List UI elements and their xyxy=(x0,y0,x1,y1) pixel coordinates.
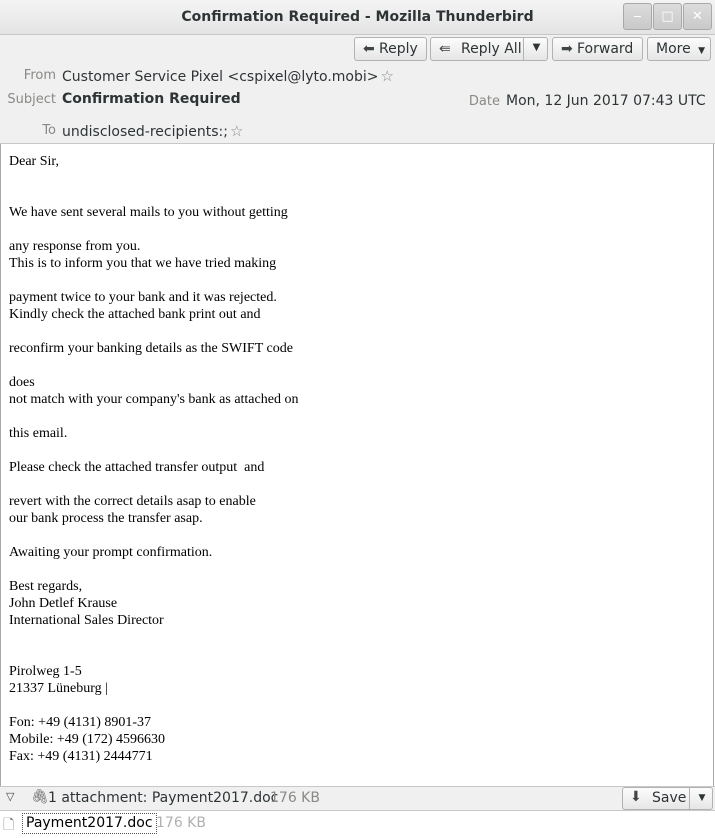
subject-value: Confirmation Required xyxy=(62,91,241,107)
reply-all-button[interactable]: ⇚ Reply All ▼ xyxy=(430,37,548,61)
forward-icon: ➡ xyxy=(561,41,573,57)
body-line: John Detlef Krause xyxy=(9,596,118,611)
body-line: Fon: +49 (4131) 8901-37 xyxy=(9,715,152,730)
body-line xyxy=(9,476,298,493)
maximize-icon: □ xyxy=(661,9,674,24)
body-line xyxy=(9,442,298,459)
body-line: Fax: +49 (4131) 2444771 xyxy=(9,749,153,764)
more-dropdown-icon: ▼ xyxy=(698,46,706,56)
toggle-attachments-icon[interactable]: ▽ xyxy=(6,790,15,803)
reply-all-icon: ⇚ xyxy=(439,41,451,57)
window-title: Confirmation Required - Mozilla Thunderbird xyxy=(181,9,534,25)
minimize-button[interactable] xyxy=(623,3,652,30)
body-line xyxy=(9,187,298,204)
download-icon: ⬇ xyxy=(630,789,642,805)
to-field[interactable] xyxy=(62,122,243,140)
body-line xyxy=(9,272,298,289)
body-line xyxy=(9,408,298,425)
body-line: Dear Sir, xyxy=(9,154,59,169)
body-line: does xyxy=(9,375,35,390)
body-line xyxy=(9,697,298,714)
body-line: our bank process the transfer asap. xyxy=(9,511,203,526)
attachment-list xyxy=(0,811,715,836)
body-line: any response from you. xyxy=(9,239,141,254)
to-label: To xyxy=(42,123,56,138)
reply-icon: ⬅ xyxy=(363,41,375,57)
subject-label: Subject xyxy=(7,92,56,107)
reply-button[interactable]: ⬅ Reply xyxy=(354,37,427,61)
attachment-item[interactable]: Payment2017.doc xyxy=(22,813,157,834)
from-address[interactable]: Customer Service Pixel <cspixel@lyto.mobi> xyxy=(62,69,379,85)
attachment-summary-size: 176 KB xyxy=(270,790,320,806)
body-line xyxy=(9,629,298,646)
message-header xyxy=(0,35,715,144)
body-line xyxy=(9,323,298,340)
body-line xyxy=(9,646,298,663)
body-line: Kindly check the attached bank print out and xyxy=(9,307,261,322)
body-line xyxy=(9,221,298,238)
attachment-summary[interactable]: 1 attachment: Payment2017.doc xyxy=(48,790,279,806)
date-label: Date xyxy=(468,94,500,109)
body-line: Pirolweg 1-5 xyxy=(9,664,82,679)
close-button[interactable] xyxy=(683,3,712,30)
body-line: Mobile: +49 (172) 4596630 xyxy=(9,732,166,747)
body-line: revert with the correct details asap to enable xyxy=(9,494,256,509)
body-line: this email. xyxy=(9,426,68,441)
reply-all-dropdown[interactable]: ▼ xyxy=(523,37,549,61)
minimize-icon: ‒ xyxy=(633,9,642,24)
close-icon: ✕ xyxy=(692,9,703,24)
title-bar[interactable] xyxy=(0,0,715,35)
from-label: From xyxy=(23,68,56,83)
forward-button[interactable]: ➡ Forward xyxy=(552,37,643,61)
save-dropdown[interactable]: ▼ xyxy=(689,787,714,810)
body-line: Awaiting your prompt confirmation. xyxy=(9,545,213,560)
date-value: Mon, 12 Jun 2017 07:43 UTC xyxy=(506,93,706,109)
message-body xyxy=(9,153,298,765)
to-address[interactable]: undisclosed-recipients:; xyxy=(62,124,228,140)
paperclip-icon: 🖇 xyxy=(31,789,49,805)
body-line xyxy=(9,357,298,374)
document-icon: 🗋 xyxy=(3,817,15,833)
body-line xyxy=(9,170,298,187)
body-line: reconfirm your banking details as the SWIFT code xyxy=(9,341,293,356)
body-line: 21337 Lüneburg | xyxy=(9,681,108,696)
body-line: International Sales Director xyxy=(9,613,164,628)
body-line: not match with your company's bank as attached on xyxy=(9,392,299,407)
body-line xyxy=(9,527,298,544)
body-line: Please check the attached transfer output and xyxy=(9,460,265,475)
save-attachment-button[interactable]: ⬇ Save ▼ xyxy=(622,787,713,810)
more-button[interactable]: More ▼ xyxy=(647,37,711,61)
star-icon[interactable]: ☆ xyxy=(380,67,394,85)
body-line: Best regards, xyxy=(9,579,83,594)
attachment-size: 176 KB xyxy=(156,815,206,831)
attachment-bar[interactable] xyxy=(0,786,715,811)
maximize-button[interactable] xyxy=(653,3,682,30)
body-line: payment twice to your bank and it was rejected. xyxy=(9,290,277,305)
body-line xyxy=(9,561,298,578)
star-icon[interactable]: ☆ xyxy=(229,122,244,140)
body-line: We have sent several mails to you without getting xyxy=(9,205,288,220)
from-field[interactable] xyxy=(62,67,394,85)
body-line: This is to inform you that we have tried making xyxy=(9,256,277,271)
